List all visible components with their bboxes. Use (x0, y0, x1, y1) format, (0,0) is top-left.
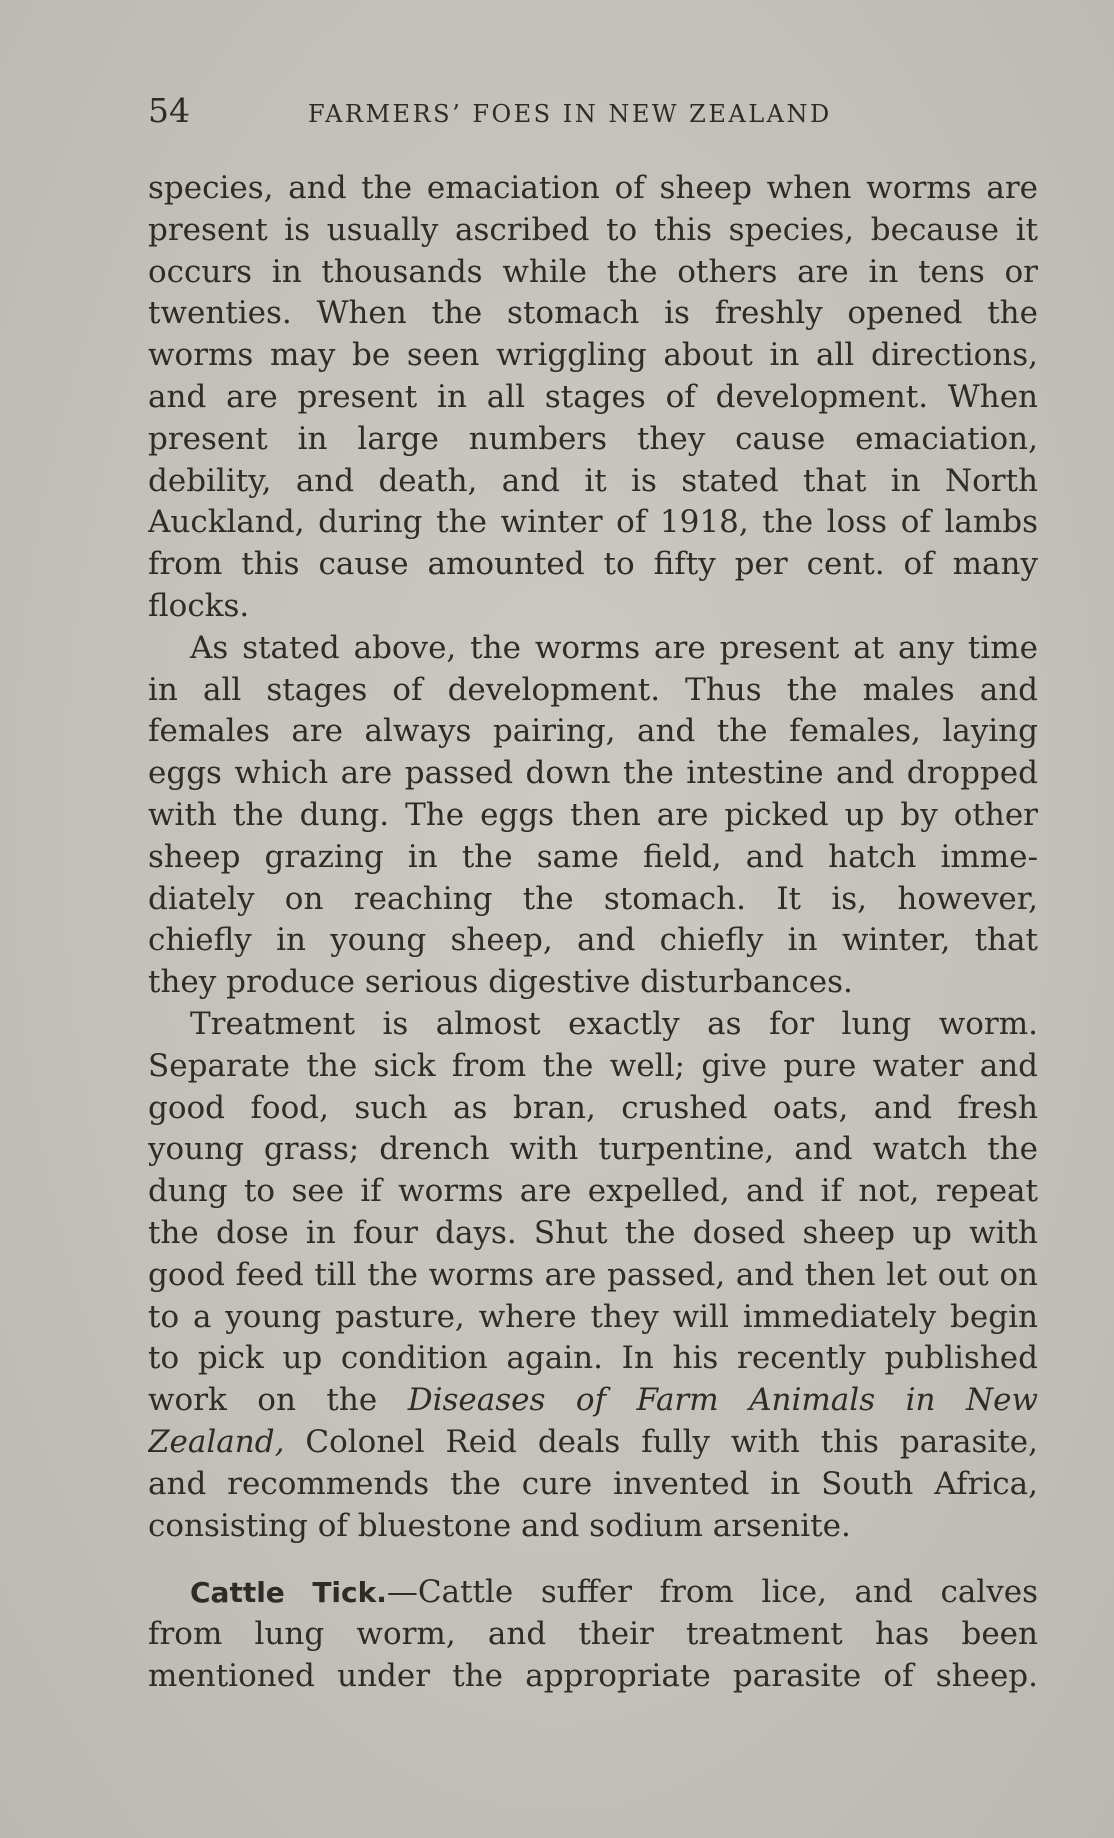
text-line: with the dung. The eggs then are picked up by other (148, 796, 1038, 833)
running-title: FARMERS’ FOES IN NEW ZEALAND (308, 100, 832, 128)
text-line: sheep grazing in the same field, and hatch imme- (148, 838, 1038, 875)
text-line: and are present in all stages of development. When (148, 378, 1038, 415)
text-line: Separate the sick from the well; give pure water and (148, 1047, 1038, 1084)
text-line: in all stages of development. Thus the males and (148, 671, 1038, 708)
text-line: females are always pairing, and the females, laying (148, 713, 1038, 750)
text-line: good food, such as bran, crushed oats, and fresh (148, 1089, 1038, 1126)
book-title-italic: Diseases of Farm Animals in New (407, 1382, 1038, 1419)
text-line: the dose in four days. Shut the dosed sheep up with (148, 1214, 1038, 1251)
text-line: young grass; drench with turpentine, and watch the (148, 1131, 1038, 1168)
text-line: dung to see if worms are expelled, and if not, repeat (148, 1173, 1038, 1210)
text-line: to a young pasture, where they will immediately begin (148, 1298, 1038, 1335)
text-line: chiefly in young sheep, and chiefly in winter, that (148, 922, 1038, 959)
text-line: and recommends the cure invented in South Africa, (148, 1465, 1038, 1502)
body-text (148, 168, 1038, 1697)
paragraph-2 (148, 628, 1038, 1004)
paragraph-cattle-tick (148, 1571, 1038, 1697)
text-line: worms may be seen wriggling about in all directions, (148, 337, 1038, 374)
text-line: they produce serious digestive disturbances. (148, 964, 853, 1001)
book-title-italic: Zealand, (148, 1423, 285, 1460)
text-line: occurs in thousands while the others are in tens or (148, 253, 1038, 290)
text-line: good feed till the worms are passed, and then let out on (148, 1256, 1038, 1293)
text-line: flocks. (148, 587, 250, 624)
text-line: from this cause amounted to fifty per cent. of many (148, 546, 1038, 583)
text-line: species, and the emaciation of sheep when worms are (148, 170, 1038, 206)
text-line: consisting of bluestone and sodium arsenite. (148, 1507, 851, 1544)
text-line: As stated above, the worms are present at any time (190, 629, 1038, 666)
text-line: eggs which are passed down the intestine and dropped (148, 755, 1038, 792)
text-line: present is usually ascribed to this species, because it (148, 211, 1038, 248)
text-line: present in large numbers they cause emaciation, (148, 420, 1038, 457)
text-line: from lung worm, and their treatment has been (148, 1616, 1038, 1653)
section-heading: Cattle Tick. (190, 1576, 387, 1610)
paragraph-1 (148, 168, 1038, 628)
text-line: diately on reaching the stomach. It is, however, (148, 880, 1038, 917)
text-line: to pick up condition again. In his recently published (148, 1340, 1038, 1377)
text-line (148, 1422, 1038, 1464)
paragraph-3 (148, 1004, 1038, 1547)
text-line (148, 1571, 1038, 1613)
text-run: work on the (148, 1382, 378, 1419)
text-line: debility, and death, and it is stated that in North (148, 462, 1038, 499)
text-line: mentioned under the appropriate parasite of sheep. (148, 1658, 1038, 1695)
text-line (148, 1380, 1038, 1422)
running-head (148, 88, 1038, 134)
text-line: twenties. When the stomach is freshly opened the (148, 295, 1038, 332)
section-gap (148, 1547, 1038, 1571)
text-run: —Cattle suffer from lice, and calves (386, 1574, 1038, 1611)
page-number: 54 (148, 91, 190, 130)
text-line: Treatment is almost exactly as for lung worm. (190, 1005, 1038, 1042)
text-run: Colonel Reid deals fully with this parasite, (305, 1423, 1038, 1460)
text-line: Auckland, during the winter of 1918, the loss of lambs (148, 504, 1038, 541)
